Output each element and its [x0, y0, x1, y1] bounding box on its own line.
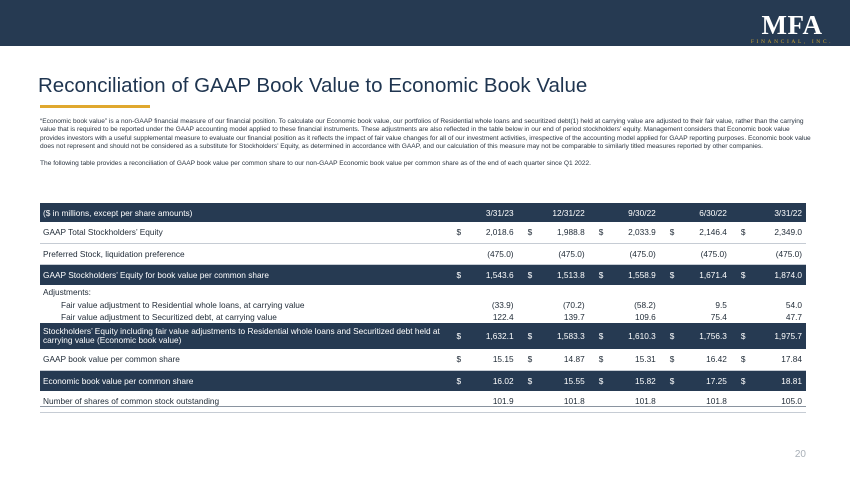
- header-bar: [0, 0, 850, 46]
- table-cell: 47.7: [785, 312, 802, 322]
- reconciliation-table: [40, 203, 806, 413]
- currency-symbol: $: [527, 375, 533, 386]
- table-cell: 1,583.3: [557, 331, 585, 341]
- table-cell: (58.2): [634, 300, 656, 310]
- currency-symbol: $: [598, 375, 604, 386]
- table-cell: 17.25: [706, 375, 727, 386]
- row-label: Preferred Stock, liquidation preference: [43, 248, 185, 259]
- table-cell: 15.55: [563, 375, 585, 386]
- table-cell: 1,988.8: [557, 227, 585, 238]
- intro-text: [40, 118, 812, 168]
- currency-symbol: $: [740, 269, 746, 280]
- table-cell: 2,146.4: [699, 227, 727, 238]
- title-underline: [40, 105, 150, 108]
- table-row: [40, 299, 806, 311]
- column-header: 6/30/22: [699, 207, 727, 218]
- intro-paragraph-table-note: The following table provides a reconciliation of GAAP book value per common share to our non-GAAP Economic book value per common share as of the end of each quarter since Q1 2022.: [40, 159, 592, 167]
- currency-symbol: $: [669, 269, 675, 280]
- table-cell: 101.8: [635, 396, 656, 407]
- currency-symbol: $: [598, 269, 604, 280]
- currency-symbol: $: [669, 375, 675, 386]
- table-cell: (475.0): [487, 248, 514, 259]
- table-cell: 101.8: [706, 396, 727, 407]
- currency-symbol: $: [456, 354, 462, 365]
- table-row-section-heading: [40, 285, 806, 299]
- table-cell: 1,610.3: [628, 331, 656, 341]
- table-cell: 54.0: [785, 300, 802, 310]
- table-row: [40, 391, 806, 412]
- table-cell: 1,671.4: [699, 269, 727, 280]
- column-header: 3/31/23: [485, 207, 514, 218]
- table-cell: 109.6: [635, 312, 656, 322]
- table-cell: 122.4: [492, 312, 514, 322]
- row-label: GAAP Stockholders’ Equity for book value per common share: [43, 269, 269, 280]
- page-number: 20: [794, 449, 806, 460]
- currency-symbol: $: [527, 269, 533, 280]
- table-cell: 1,874.0: [774, 269, 802, 280]
- table-cell: 1,558.9: [628, 269, 656, 280]
- currency-symbol: $: [456, 331, 462, 341]
- currency-symbol: $: [669, 331, 675, 341]
- company-logo: [746, 12, 838, 48]
- column-header: 3/31/22: [774, 207, 802, 218]
- table-header-label: ($ in millions, except per share amounts): [43, 207, 193, 218]
- row-label: Number of shares of common stock outstanding: [43, 396, 220, 407]
- currency-symbol: $: [456, 375, 462, 386]
- table-header-row: [40, 203, 806, 222]
- table-cell: 2,349.0: [774, 227, 802, 238]
- table-cell: 1,975.7: [774, 331, 802, 341]
- row-label: Fair value adjustment to Residential whole loans, at carrying value: [61, 300, 305, 310]
- row-label: Fair value adjustment to Securitized debt, at carrying value: [61, 312, 277, 322]
- logo-wordmark: MFA: [761, 10, 823, 40]
- table-row-highlighted: [40, 264, 806, 285]
- table-row: [40, 349, 806, 370]
- table-row: [40, 222, 806, 243]
- table-cell: (70.2): [563, 300, 585, 310]
- currency-symbol: $: [740, 331, 746, 341]
- table-cell: 75.4: [710, 312, 727, 322]
- table-cell: 139.7: [563, 312, 585, 322]
- currency-symbol: $: [669, 354, 675, 365]
- table-cell: (475.0): [775, 248, 802, 259]
- table-cell: 101.8: [563, 396, 585, 407]
- row-label: GAAP book value per common share: [43, 354, 180, 365]
- table-cell: 2,018.6: [485, 227, 514, 238]
- table-cell: 15.31: [635, 354, 656, 365]
- table-bottom-rule: [40, 406, 806, 407]
- table-cell: 16.42: [706, 354, 727, 365]
- intro-paragraph-definition: “Economic book value” is a non-GAAP financial measure of our financial position. To calculate our Economic book value, our portfolios of Residential whole loans and securitized debt(1) held at carrying value are adjusted to their fair value, rather than the carrying value that is required to be reported under the GAAP accounting model applied to these financial instruments. These adjustments are also reflected in the table below in our end of period stockholders’ equity. Management considers that Economic book value provides investors with a useful supplemental measure to evaluate our financial position as it reflects the impact of fair value changes for all of our investment activities, irrespective of the accounting model applied for GAAP reporting purposes. Economic book value does not represent and should not be considered as a substitute for Stockholders’ Equity, as determined in accordance with GAAP, and our calculation of this measure may not be comparable to similarly titled measures reported by other companies.: [40, 118, 811, 151]
- table-cell: 17.84: [781, 354, 802, 365]
- currency-symbol: $: [527, 227, 533, 238]
- currency-symbol: $: [598, 331, 604, 341]
- column-header: 12/31/22: [552, 207, 585, 218]
- currency-symbol: $: [598, 354, 604, 365]
- currency-symbol: $: [669, 227, 675, 238]
- table-row: [40, 311, 806, 323]
- table-cell: 1,632.1: [485, 331, 514, 341]
- currency-symbol: $: [456, 227, 462, 238]
- table-cell: (475.0): [700, 248, 727, 259]
- table-cell: 105.0: [781, 396, 802, 407]
- table-cell: 1,543.6: [485, 269, 514, 280]
- table-cell: (475.0): [629, 248, 656, 259]
- table-cell: 1,756.3: [699, 331, 727, 341]
- table-row-highlighted: [40, 370, 806, 391]
- currency-symbol: $: [527, 354, 533, 365]
- table-cell: 101.9: [492, 396, 514, 407]
- table-cell: 14.87: [563, 354, 585, 365]
- table-row: [40, 243, 806, 264]
- page-title: Reconciliation of GAAP Book Value to Economic Book Value: [38, 74, 588, 97]
- currency-symbol: $: [598, 227, 604, 238]
- currency-symbol: $: [740, 375, 746, 386]
- table-cell: 2,033.9: [628, 227, 656, 238]
- row-label: Adjustments:: [43, 287, 91, 297]
- table-cell: 15.82: [635, 375, 656, 386]
- table-cell: 9.5: [715, 300, 727, 310]
- row-label: Stockholders’ Equity including fair value adjustments to Residential whole loans and Securitized debt held at carrying value (Economic book value): [43, 326, 440, 345]
- row-label: GAAP Total Stockholders’ Equity: [43, 227, 163, 238]
- table-cell: 1,513.8: [557, 269, 585, 280]
- table-row-highlighted: [40, 323, 806, 349]
- table-cell: 15.15: [492, 354, 514, 365]
- row-label: Economic book value per common share: [43, 375, 194, 386]
- table-cell: (33.9): [491, 300, 514, 310]
- currency-symbol: $: [740, 227, 746, 238]
- currency-symbol: $: [456, 269, 462, 280]
- table-cell: (475.0): [558, 248, 585, 259]
- currency-symbol: $: [527, 331, 533, 341]
- column-header: 9/30/22: [628, 207, 656, 218]
- currency-symbol: $: [740, 354, 746, 365]
- table-cell: 16.02: [492, 375, 514, 386]
- logo-subtitle: FINANCIAL, INC.: [750, 39, 834, 45]
- table-cell: 18.81: [781, 375, 802, 386]
